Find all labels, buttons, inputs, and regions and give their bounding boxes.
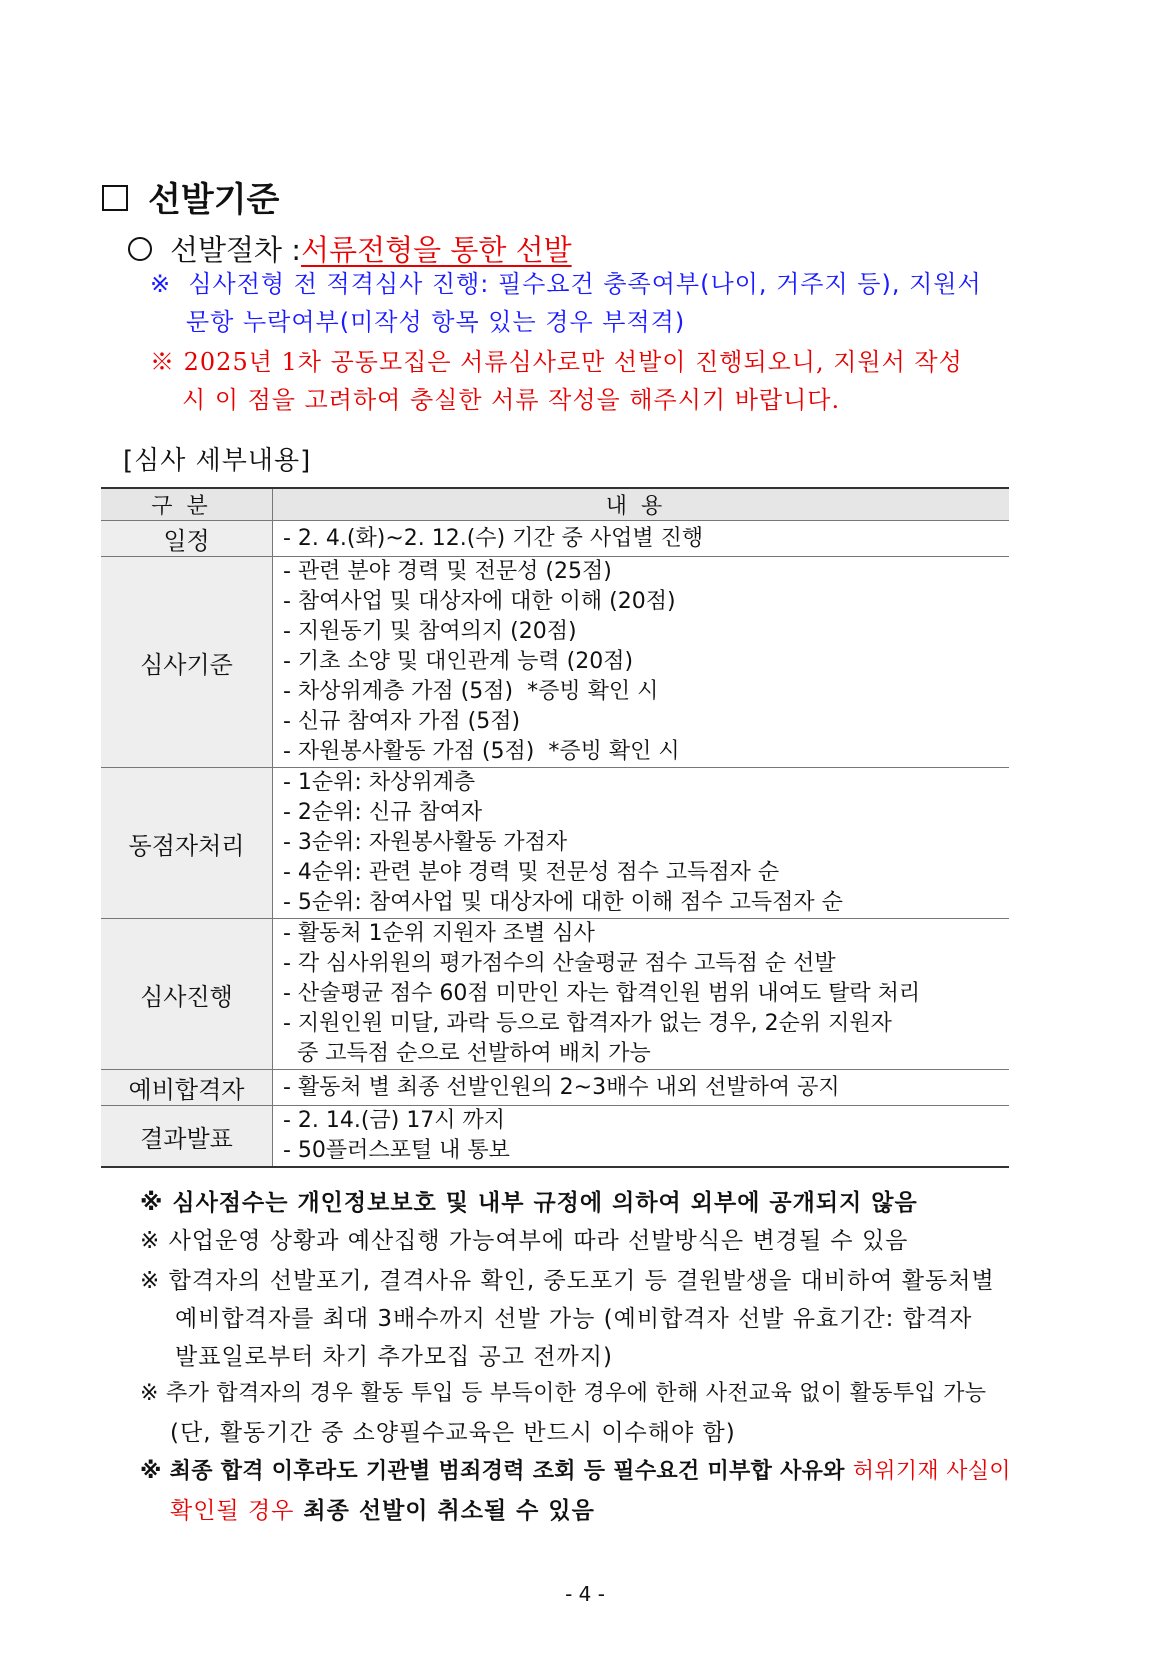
content-line: - 신규 참여자 가점 (5점): [283, 709, 521, 734]
footnote-5-line-1: [140, 1454, 1011, 1485]
table-row: [101, 557, 1009, 768]
section-title: 선발기준: [148, 180, 280, 220]
circle-bullet-icon: [128, 237, 152, 261]
detail-title: [심사 세부내용]: [123, 446, 312, 476]
page-number: - 4 -: [565, 1582, 605, 1606]
content-line: - 자원봉사활동 가점 (5점) *증빙 확인 시: [283, 739, 680, 764]
procedure-value: 서류전형을 통한 선발: [301, 233, 572, 267]
content-line: - 50플러스포털 내 통보: [283, 1138, 510, 1163]
row-content: [273, 919, 1010, 1070]
footnote-5-text: 최종 선발이 취소될 수 있음: [294, 1498, 595, 1524]
content-line: - 활동처 1순위 지원자 조별 심사: [283, 921, 595, 946]
content-line: - 활동처 별 최종 선발인원의 2~3배수 내외 선발하여 공지: [283, 1074, 840, 1100]
footnote-1: ※ 심사점수는 개인정보보호 및 내부 규정에 의하여 외부에 공개되지 않음: [140, 1190, 918, 1216]
content-line: - 2. 4.(화)~2. 12.(수) 기간 중 사업별 진행: [283, 525, 704, 551]
row-category: 심사기준: [101, 557, 273, 768]
content-line: - 참여사업 및 대상자에 대한 이해 (20점): [283, 589, 676, 614]
content-line: - 지원인원 미달, 과락 등으로 합격자가 없는 경우, 2순위 지원자: [283, 1011, 892, 1036]
row-content: [273, 521, 1010, 557]
table-row: [101, 919, 1009, 1070]
footnote-5-text: ※ 최종 합격 이후라도 기관별 범죄경력 조회 등 필수요건 미부합 사유와: [140, 1459, 853, 1484]
footnote-3-line-1: ※ 합격자의 선발포기, 결격사유 확인, 중도포기 등 결원발생을 대비하여 활동처별: [140, 1268, 995, 1294]
content-line: - 관련 분야 경력 및 전문성 (25점): [283, 559, 612, 584]
row-category: 심사진행: [101, 919, 273, 1070]
row-content: [273, 1070, 1010, 1106]
footnote-5-line-2: [170, 1492, 595, 1525]
section-heading: [102, 172, 279, 221]
square-bullet-icon: [102, 185, 128, 211]
table-row: [101, 521, 1009, 557]
row-category: 결과발표: [101, 1106, 273, 1168]
footnote-5-highlight: 허위기재 사실이: [852, 1459, 1011, 1484]
row-category: 동점자처리: [101, 768, 273, 919]
content-line: - 산술평균 점수 60점 미만인 자는 합격인원 범위 내여도 탈락 처리: [283, 981, 921, 1006]
row-category: 예비합격자: [101, 1070, 273, 1106]
content-line: - 차상위계층 가점 (5점) *증빙 확인 시: [283, 679, 659, 704]
procedure-line: [128, 228, 572, 269]
content-line: - 1순위: 차상위계층: [283, 770, 476, 795]
note-1-line-1: ※ 심사전형 전 적격심사 진행: 필수요건 충족여부(나이, 거주지 등), 지원서: [150, 270, 982, 298]
note-2-line-1: ※ 2025년 1차 공동모집은 서류심사로만 선발이 진행되오니, 지원서 작성: [150, 348, 963, 376]
table-row: [101, 1106, 1009, 1168]
content-line: - 기초 소양 및 대인관계 능력 (20점): [283, 649, 634, 674]
content-line: - 5순위: 참여사업 및 대상자에 대한 이해 점수 고득점자 순: [283, 890, 843, 915]
footnote-4-line-1: ※ 추가 합격자의 경우 활동 투입 등 부득이한 경우에 한해 사전교육 없이 활동투입 가능: [140, 1381, 987, 1406]
content-line: - 2. 14.(금) 17시 까지: [283, 1108, 506, 1133]
content-line: - 지원동기 및 참여의지 (20점): [283, 619, 577, 644]
row-content: [273, 557, 1010, 768]
procedure-label: 선발절차 :: [170, 233, 302, 267]
footnote-2: ※ 사업운영 상황과 예산집행 가능여부에 따라 선발방식은 변경될 수 있음: [140, 1228, 909, 1254]
criteria-table: [101, 487, 1009, 1168]
table-header-row: [101, 488, 1009, 521]
row-content: [273, 768, 1010, 919]
content-line: - 4순위: 관련 분야 경력 및 전문성 점수 고득점자 순: [283, 860, 780, 885]
content-line: - 2순위: 신규 참여자: [283, 800, 483, 825]
footnote-5-highlight: 확인될 경우: [170, 1498, 295, 1524]
footnote-3-line-2: 예비합격자를 최대 3배수까지 선발 가능 (예비합격자 선발 유효기간: 합격자: [175, 1306, 973, 1332]
row-category: 일정: [101, 521, 273, 557]
footnote-4-line-2: (단, 활동기간 중 소양필수교육은 반드시 이수해야 함): [170, 1420, 736, 1446]
content-line: 중 고득점 순으로 선발하여 배치 가능: [283, 1041, 651, 1066]
content-line: - 3순위: 자원봉사활동 가점자: [283, 830, 568, 855]
note-1-line-2: 문항 누락여부(미작성 항목 있는 경우 부적격): [186, 308, 686, 336]
header-category: 구분: [101, 488, 273, 521]
row-content: [273, 1106, 1010, 1168]
header-content: 내용: [273, 488, 1010, 521]
table-row: [101, 768, 1009, 919]
footnote-3-line-3: 발표일로부터 차기 추가모집 공고 전까지): [175, 1344, 613, 1370]
table-row: [101, 1070, 1009, 1106]
note-2-line-2: 시 이 점을 고려하여 충실한 서류 작성을 해주시기 바랍니다.: [182, 386, 841, 414]
content-line: - 각 심사위원의 평가점수의 산술평균 점수 고득점 순 선발: [283, 951, 836, 976]
